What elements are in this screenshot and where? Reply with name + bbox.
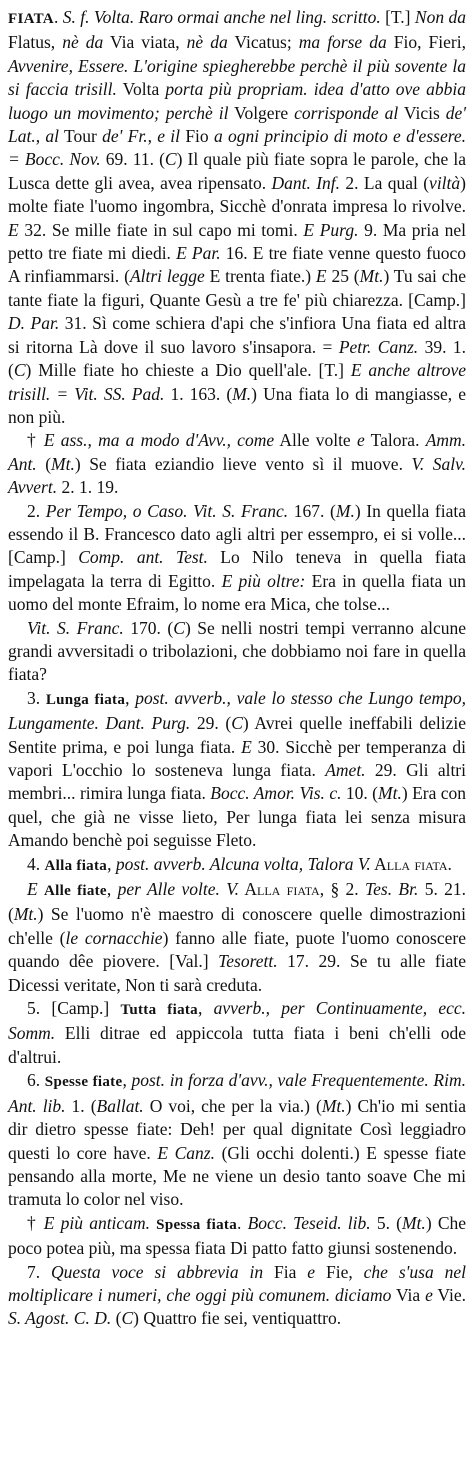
text-run: ) Quattro fie sei, ventiquattro. [133,1308,342,1329]
text-run: Vicis [398,102,446,123]
entry-sense-paragraph [8,1069,466,1211]
italic-gloss: E più oltre: [221,570,306,591]
text-run: Talora [364,430,416,451]
entry-lemma: Lunga fiata [45,691,126,708]
entry-lemma: Alla fiata [44,857,108,874]
text-run: 1. ( [65,1095,97,1116]
text-run: 30. Sicchè per temperanza di vapori L'occhio lo sosteneva lunga fiata. [8,736,466,780]
text-run: Alla fiata [239,879,320,900]
text-run: . [447,853,452,874]
italic-gloss: Mt. [51,453,75,474]
text-run: ) Se l'uomo n'è maestro di conoscere quelle dimostrazioni ch'elle ( [8,904,466,948]
italic-gloss: ma forse da [298,32,387,53]
text-run: Volgere [228,102,295,123]
italic-gloss: E [315,266,327,287]
italic-gloss: Amet. [325,760,366,780]
entry-sense-paragraph [8,617,466,687]
italic-gloss: Bocc. Amor. Vis. c. [210,783,342,804]
text-run: 10. ( [341,783,378,804]
italic-gloss: C [13,360,26,381]
entry-sense-paragraph [8,500,466,617]
text-run: ) molte fiate l'uomo ingombra, Sicchè d'onrata impresa lo rivolve. [8,172,466,217]
text-run: ( [111,1308,122,1329]
entry-sense-paragraph [8,1212,466,1261]
italic-gloss: post. avverb., vale lo stesso che Lungo tempo, Lungamente. Dant. Purg. [8,687,467,734]
text-run: 2. La qual ( [340,172,430,193]
text-run: . [53,7,63,27]
text-run: Via [391,1284,426,1305]
text-run: 29. ( [190,713,232,734]
italic-gloss: le cornacchie [65,927,163,948]
italic-gloss: Tes. Br. [365,879,419,900]
text-run: Lo Nilo teneva in quella fiata impelagata la terra di Egitto. [8,547,466,591]
italic-gloss: E anche altrove trisill. = Vit. SS. Pad. [8,360,466,404]
italic-gloss: S. Agost. C. D. [8,1308,112,1329]
text-run: . [415,430,426,451]
italic-gloss: E Purg. [303,219,359,240]
italic-gloss: Mt. [13,904,38,925]
text-run: , [348,1261,364,1282]
italic-gloss: Dant. Inf. [271,172,341,193]
italic-gloss: Amm. Ant. [8,430,467,474]
italic-gloss: D. Par. [8,313,60,334]
italic-gloss: Altri legge [129,266,205,287]
text-run: , [106,879,118,900]
italic-gloss: Per Tempo, o Caso. Vit. S. Franc. [45,500,289,521]
text-run: ) In quella fiata essendo il B. Francesco dato agli altri per essempro, ei si volle... [Camp.] [8,500,466,568]
text-run: ) Mille fiate ho chieste a Dio quell'ale. [T.] [25,360,351,381]
text-run: O voi, che per la via.) ( [143,1095,322,1116]
italic-gloss: E [8,219,19,240]
text-run: Fia [263,1261,308,1282]
text-run: 25 ( [326,266,360,287]
text-run: Fio, Fieri, [386,32,466,53]
italic-gloss: C [164,149,177,170]
italic-gloss: nè da [62,32,104,53]
text-run: Alle volte [274,430,357,451]
text-run: ) Il quale più fiate sopra le parole, che la Lusca dette gli avea, avea ripensato. [8,149,466,193]
text-run: † [27,1212,44,1233]
italic-gloss: Mt. [378,783,402,804]
entry-lemma: Spessa fiata [156,1216,238,1233]
text-run: , [35,126,46,147]
text-run: ) Che poco potea più, ma spessa fiata Di patto fatto giunsi sostenendo. [8,1212,467,1259]
italic-gloss: Ballat. [96,1095,144,1116]
text-run: Fie [315,1261,349,1282]
entry-sense-paragraph [8,429,466,499]
italic-gloss: avverb., per Continuamente, ecc. Somm. [8,998,466,1044]
text-run: , § 2. [319,879,365,900]
entry-sense-paragraph [8,853,466,878]
text-run: . [237,1212,248,1233]
italic-gloss: Mt. [359,266,384,287]
italic-gloss: Mt. [401,1212,426,1233]
italic-gloss: nè da [186,32,228,53]
italic-gloss: e [307,1261,316,1282]
entry-lemma: FIATA [8,11,54,27]
text-run: Volta [116,79,166,100]
italic-gloss: de' Lat. [8,102,466,147]
text-run: , [122,1070,132,1091]
italic-gloss: e [425,1284,433,1305]
text-run: ) Tu sai che tante fiate la figuri, Quante Gesù a tre fe' più chiarezza. [Camp.] [8,266,467,310]
italic-gloss: Mt. [321,1095,346,1116]
italic-gloss: Bocc. Teseid. lib. [247,1212,371,1233]
italic-gloss: M. [335,500,355,521]
dictionary-entry-fiata [8,6,466,1331]
text-run: Fio [180,126,214,147]
italic-gloss: E [27,879,45,900]
italic-gloss: Tesorett. [218,951,278,972]
italic-gloss: C [173,617,185,638]
text-run: 5. [Camp.] [27,998,121,1019]
italic-gloss: C [121,1308,134,1329]
text-run: 5. ( [370,1212,402,1233]
text-run: ) Se fiata eziandio lieve vento sì il muove. [74,453,412,474]
text-run: ) fanno alle fiate, puote l'uomo conoscere quando dêe piovere. [Val.] [8,927,466,972]
italic-gloss: corrisponde al [294,102,399,123]
text-run: ) Era con quel, che già ne visse lieto, Per lunga fiata lei senza misura Amando benchè poi seguisse Fleto. [8,783,467,851]
text-run: Alla fiata [370,853,448,874]
text-run: 170. ( [123,617,174,638]
text-run: ) Se nelli nostri tempi verranno alcune grandi avversitadi o tribolazioni, che dobbiamo noi fare in quella fiata? [8,617,466,685]
entry-sense-paragraph [8,1261,466,1331]
text-run: 7. [27,1261,52,1282]
text-run: 3. [27,687,46,708]
italic-gloss: che s'usa nel moltiplicare i numeri, che oggi più comunem. diciamo [8,1261,466,1305]
text-run: Vicatus; [227,32,299,53]
text-run: 4. [27,853,45,874]
text-run: (Gli occhi dolenti.) E spesse fiate pensando alla morte, Me ne viene un desio tanto soave Che mi tramuta lo color nel viso. [8,1142,466,1210]
italic-gloss: per Alle volte. V. [117,879,240,900]
entry-sense-paragraph [8,997,466,1069]
italic-gloss: V. Salv. Avvert. [8,453,466,498]
entry-lemma: Alle fiate [44,883,107,900]
italic-gloss: Non da [414,7,466,27]
text-run: 39. 1. ( [8,336,466,381]
entry-definition [8,6,466,429]
text-run: Via viata, [103,32,187,53]
text-run: ( [36,453,52,474]
italic-gloss: S. f. Volta. Raro ormai anche nel ling. scritto. [62,7,381,27]
italic-gloss: e [356,430,365,451]
text-run: 69. 11. ( [100,149,165,170]
text-run: , [107,853,116,874]
italic-gloss: porta più propriam. idea d'atto ove abbia luogo un movimento; perchè il [8,79,467,123]
text-run: 1. 163. ( [164,383,233,404]
text-run: 32. Se mille fiate in sul capo mi tomi. [18,219,304,240]
text-run: Era in quella fiata un uomo del monte Efraim, lo nome era Mica, che tolse... [8,570,466,615]
text-run: 2. [27,500,46,521]
text-run: [T.] [380,7,415,27]
text-run: 2. 1. 19. [57,477,119,498]
entry-sense-paragraph [8,878,466,997]
text-run: 5. 21. ( [8,879,467,925]
text-run: , [197,998,214,1019]
italic-gloss: Questa voce si abbrevia in [51,1261,264,1282]
text-run: 16. E tre fiate venne questo fuoco A rinfiammarsi. ( [8,243,466,287]
italic-gloss: post. avverb. Alcuna volta, Talora V. [115,853,371,874]
italic-gloss: al [45,126,60,147]
text-run: 6. [27,1070,45,1091]
text-run: 17. 29. Se tu alle fiate Dicessi veritate, Non ti sarà creduta. [8,951,466,995]
text-run: † [27,430,44,451]
italic-gloss: e il [157,126,181,147]
text-run: , [125,687,136,708]
italic-gloss: Avvenire, Essere. L'origine spiegherebbe perchè il più sovente la si faccia trisill. [8,55,466,100]
italic-gloss: de' Fr. [102,126,148,147]
italic-gloss: Vit. S. Franc. [27,617,124,638]
text-run: Flatus, [8,32,63,53]
text-run: Tour [59,126,103,147]
text-run: 31. Sì come schiera d'api che s'infiora Una fiata ed altra si ritorna Là dove il suo lavoro s'insapora. = [8,313,466,357]
text-run: ) Avrei quelle ineffabili delizie Sentite prima, e poi lunga fiata. [8,713,467,757]
italic-gloss: E ass., ma a modo d'Avv., come [43,430,275,451]
entry-lemma: Tutta fiata [120,1002,198,1019]
text-run: Vie. [432,1284,466,1305]
text-run: E trenta fiate.) [204,266,316,287]
italic-gloss: E [241,736,252,757]
italic-gloss: a ogni principio di moto e d'essere. = Bocc. Nov. [8,126,467,170]
italic-gloss: Petr. Canz. [338,336,419,357]
italic-gloss: E più anticam. [43,1212,150,1233]
text-run: ) Ch'io mi sentia dir dietro spesse fiate: Deh! per qual dignitate Così leggiadro questi lo core have. [8,1095,467,1163]
italic-gloss: post. in forza d'avv., vale Frequentemente. Rim. Ant. lib. [8,1070,467,1116]
italic-gloss: E Canz. [157,1142,215,1163]
text-run: , [147,126,158,147]
italic-gloss: viltà [429,172,461,193]
text-run: 167. ( [288,500,336,521]
italic-gloss: Comp. ant. Test. [78,547,208,568]
entry-sense-paragraph [8,687,466,853]
text-run: 29. Gli altri membri... rimira lunga fiata. [8,760,466,804]
italic-gloss: E Par. [176,243,221,264]
italic-gloss: C [231,713,243,734]
text-run: Elli ditrae ed appiccola tutta fiata i beni ch'elli ode d'altrui. [8,1023,466,1067]
italic-gloss: M. [232,383,252,404]
text-run: ) Una fiata lo di mangiasse, e non più. [8,383,467,427]
text-run: 9. Ma pria nel petto tre fiate mi diedi. [8,219,466,264]
entry-lemma: Spesse fiate [44,1074,123,1091]
